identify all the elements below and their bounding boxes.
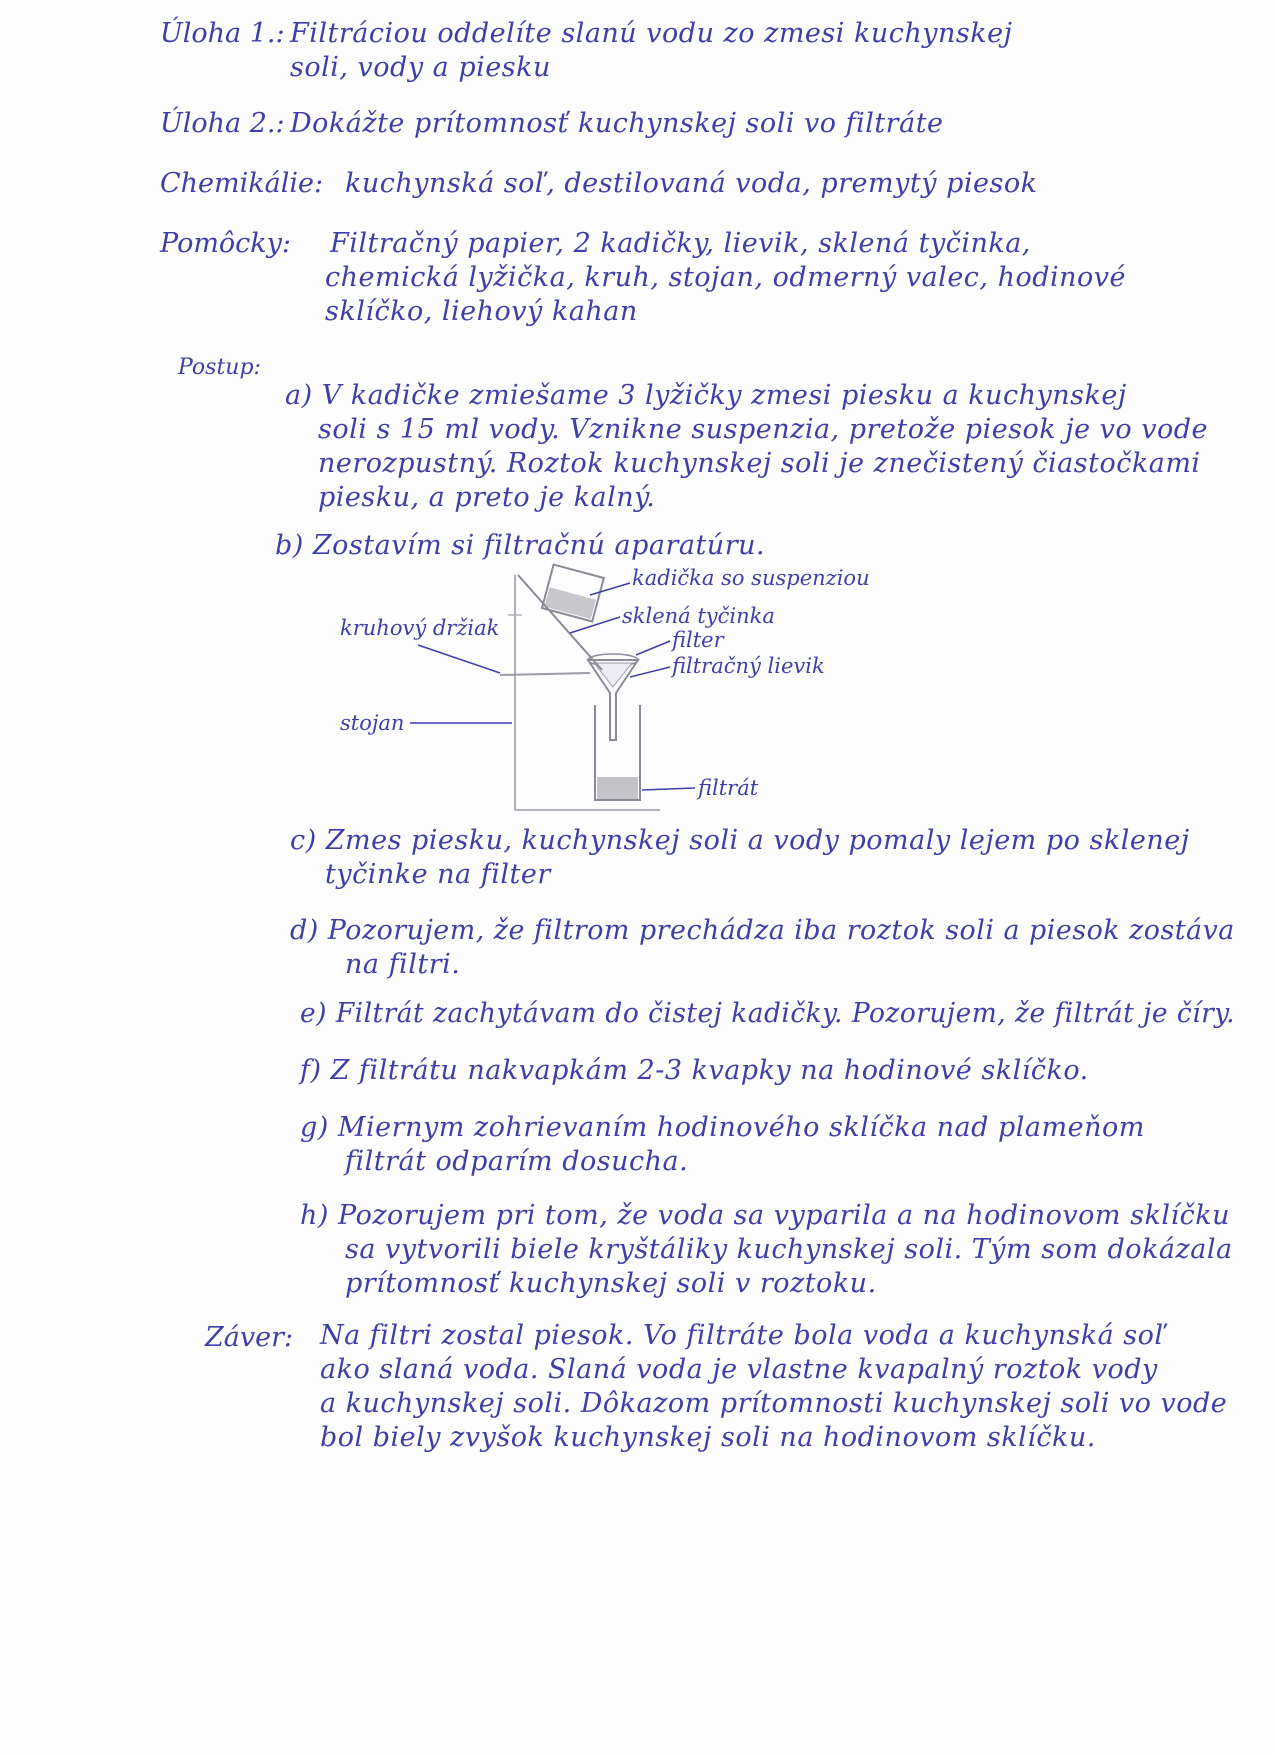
step-b-line1: b) Zostavím si filtračnú aparatúru. <box>275 530 766 561</box>
task2-text: Dokážte prítomnosť kuchynskej soli vo filtráte <box>290 108 944 139</box>
tools-line2: chemická lyžička, kruh, stojan, odmerný valec, hodinové <box>325 262 1127 293</box>
step-g-line1: g) Miernym zohrievaním hodinového sklíčka nad plameňom <box>300 1112 1145 1143</box>
task2-label: Úloha 2.: <box>160 108 285 139</box>
tools-line3: sklíčko, liehový kahan <box>325 296 638 327</box>
step-h-line1: h) Pozorujem pri tom, že voda sa vyparila a na hodinovom sklíčku <box>300 1200 1230 1231</box>
task1-line1: Filtráciou oddelíte slanú vodu zo zmesi kuchynskej <box>290 18 1013 49</box>
conclusion-line4: bol biely zvyšok kuchynskej soli na hodinovom sklíčku. <box>320 1422 1096 1453</box>
label-ring: kruhový držiak <box>340 616 500 640</box>
conclusion-line3: a kuchynskej soli. Dôkazom prítomnosti kuchynskej soli vo vode <box>320 1388 1228 1419</box>
step-c-line2: tyčinke na filter <box>325 859 551 890</box>
step-a-line3: nerozpustný. Roztok kuchynskej soli je znečistený čiastočkami <box>318 448 1201 479</box>
label-stand: stojan <box>340 711 405 735</box>
step-h-line2: sa vytvorili biele kryštáliky kuchynskej soli. Tým som dokázala <box>345 1234 1233 1265</box>
task1-label: Úloha 1.: <box>160 18 285 49</box>
label-rod: sklená tyčinka <box>622 604 775 628</box>
conclusion-label: Záver: <box>205 1322 294 1353</box>
step-d-line1: d) Pozorujem, že filtrom prechádza iba roztok soli a piesok zostáva <box>290 915 1235 946</box>
label-funnel: filtračný lievik <box>672 654 825 678</box>
step-h-line3: prítomnosť kuchynskej soli v roztoku. <box>345 1268 877 1299</box>
filtration-apparatus-diagram <box>340 555 990 820</box>
step-a-line1: a) V kadičke zmiešame 3 lyžičky zmesi piesku a kuchynskej <box>285 380 1127 411</box>
step-g-line2: filtrát odparím dosucha. <box>345 1146 689 1177</box>
conclusion-line2: ako slaná voda. Slaná voda je vlastne kvapalný roztok vody <box>320 1354 1158 1385</box>
label-beaker: kadička so suspenziou <box>632 566 870 590</box>
tools-label: Pomôcky: <box>160 228 292 259</box>
procedure-label: Postup: <box>178 355 261 380</box>
step-a-line2: soli s 15 ml vody. Vznikne suspenzia, pretože piesok je vo vode <box>318 414 1209 445</box>
step-c-line1: c) Zmes piesku, kuchynskej soli a vody pomaly lejem po sklenej <box>290 825 1190 856</box>
step-f-line1: f) Z filtrátu nakvapkám 2-3 kvapky na hodinové sklíčko. <box>300 1055 1089 1086</box>
filtrate-liquid <box>597 777 638 799</box>
conclusion-line1: Na filtri zostal piesok. Vo filtráte bola voda a kuchynská soľ <box>320 1320 1166 1351</box>
step-d-line2: na filtri. <box>345 949 461 980</box>
chemicals-label: Chemikálie: <box>160 168 324 199</box>
chemicals-text: kuchynská soľ, destilovaná voda, premytý piesok <box>345 168 1038 199</box>
step-a-line4: piesku, a preto je kalný. <box>318 482 656 513</box>
glass-rod <box>518 575 602 670</box>
task1-line2: soli, vody a piesku <box>290 52 551 83</box>
label-filtrate: filtrát <box>698 776 759 800</box>
tools-line1: Filtračný papier, 2 kadičky, lievik, sklená tyčinka, <box>330 228 1031 259</box>
label-filter: filter <box>672 628 724 652</box>
ring-holder <box>500 673 590 675</box>
step-e-line1: e) Filtrát zachytávam do čistej kadičky. Pozorujem, že filtrát je číry. <box>300 998 1236 1029</box>
